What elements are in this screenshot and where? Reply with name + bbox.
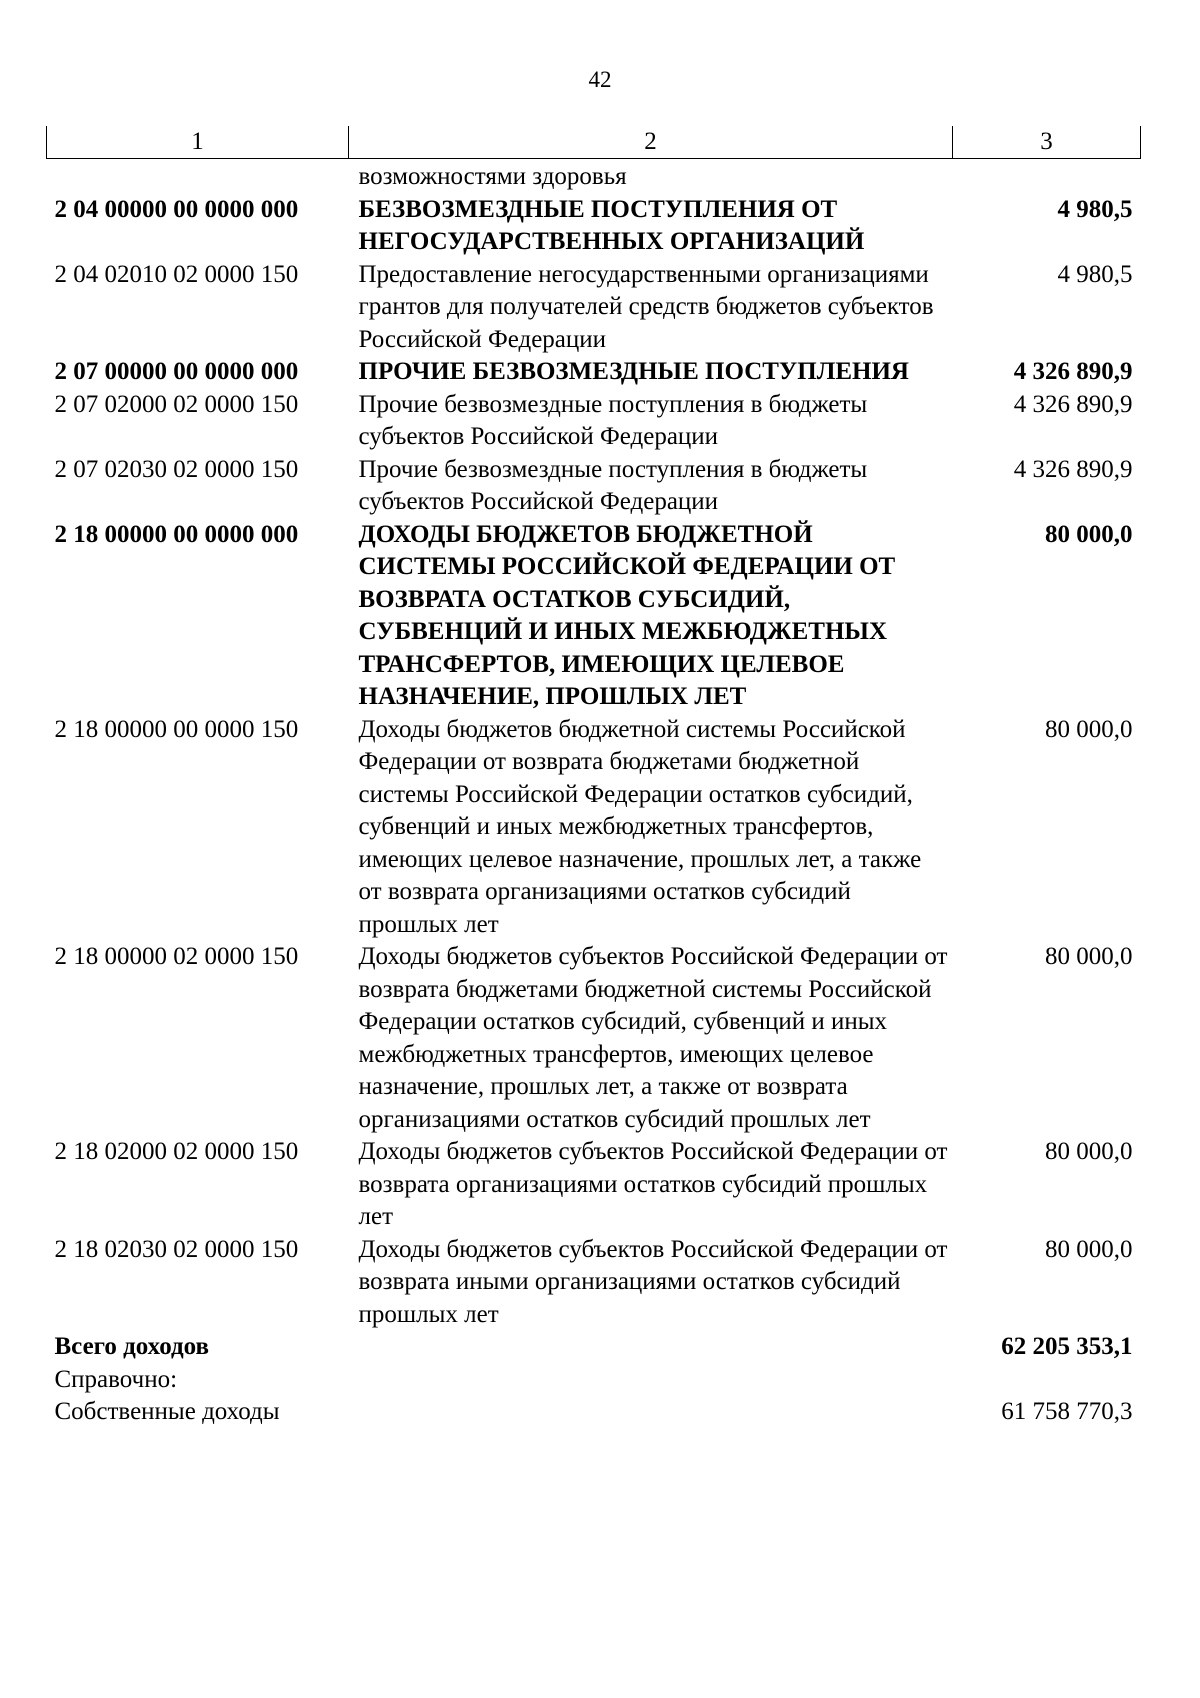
row-name: ПРОЧИЕ БЕЗВОЗМЕЗДНЫЕ ПОСТУПЛЕНИЯ	[358, 358, 909, 385]
row-name	[349, 1396, 953, 1429]
row-amount: 4 326 890,9	[1013, 455, 1133, 483]
row-code: 2 18 00000 00 0000 000	[54, 520, 299, 548]
reference-label: Справочно:	[54, 1365, 178, 1393]
total-row	[47, 1331, 1141, 1364]
row-code: 2 04 00000 00 0000 000	[54, 195, 299, 223]
row-code: 2 07 02030 02 0000 150	[54, 455, 299, 483]
row-name	[349, 1364, 953, 1397]
table-row	[47, 519, 1141, 714]
table-header	[47, 126, 1141, 159]
row-code: 2 18 02000 02 0000 150	[54, 1138, 299, 1165]
row-name	[349, 1331, 953, 1364]
row-amount: 80 000,0	[1045, 715, 1133, 743]
row-amount: 80 000,0	[1045, 520, 1133, 548]
header-row	[47, 126, 1141, 159]
row-code: 2 07 00000 00 0000 000	[54, 358, 299, 385]
row-name: БЕЗВОЗМЕЗДНЫЕ ПОСТУПЛЕНИЯ ОТ НЕГОСУДАРСТВЕННЫХ ОРГАНИЗАЦИЙ	[358, 195, 865, 255]
row-code: 2 18 02030 02 0000 150	[54, 1235, 299, 1263]
row-name: Доходы бюджетов бюджетной системы Российской Федерации от возврата бюджетами бюджетной системы Российской Федерации остатков субсидий, субвенций и иных межбюджетных трансфертов, имеющих целевое назначение, прошлых лет, а также от возврата организациями остатков субсидий прошлых лет	[358, 715, 922, 938]
table-row	[47, 714, 1141, 942]
row-name: ДОХОДЫ БЮДЖЕТОВ БЮДЖЕТНОЙ СИСТЕМЫ РОССИЙСКОЙ ФЕДЕРАЦИИ ОТ ВОЗВРАТА ОСТАТКОВ СУБСИДИЙ, СУБВЕНЦИЙ И ИНЫХ МЕЖБЮДЖЕТНЫХ ТРАНСФЕРТОВ, ИМЕЮЩИХ ЦЕЛЕВОЕ НАЗНАЧЕНИЕ, ПРОШЛЫХ ЛЕТ	[358, 520, 896, 710]
row-amount	[953, 159, 1141, 194]
own-revenue-amount: 61 758 770,3	[1001, 1398, 1133, 1425]
row-name: Предоставление негосударственными организациями грантов для получателей средств бюджетов субъектов Российской Федерации	[358, 260, 934, 353]
revenue-table	[46, 126, 1141, 1429]
column-header-1: 1	[47, 126, 349, 159]
row-amount: 4 980,5	[1057, 195, 1133, 223]
table-row	[47, 159, 1141, 194]
row-name: Прочие безвозмездные поступления в бюджеты субъектов Российской Федерации	[358, 455, 868, 515]
table-row	[47, 356, 1141, 389]
row-amount: 80 000,0	[1045, 943, 1133, 970]
column-header-2: 2	[349, 126, 953, 159]
table-row	[47, 941, 1141, 1136]
row-amount: 4 326 890,9	[1013, 358, 1133, 385]
table-row	[47, 389, 1141, 454]
row-name: Доходы бюджетов субъектов Российской Федерации от возврата иными организациями остатков субсидий прошлых лет	[358, 1235, 948, 1328]
table-row	[47, 194, 1141, 259]
page-number: 42	[588, 67, 612, 92]
row-name: Доходы бюджетов субъектов Российской Федерации от возврата бюджетами бюджетной системы Российской Федерации остатков субсидий, субвенций и иных межбюджетных трансфертов, имеющих целевое назначение, прошлых лет, а также от возврата организациями остатков субсидий прошлых лет	[358, 943, 948, 1133]
row-amount: 4 326 890,9	[1013, 390, 1133, 418]
row-code: 2 07 02000 02 0000 150	[54, 390, 299, 418]
row-code: 2 04 02010 02 0000 150	[54, 260, 299, 288]
row-name: Прочие безвозмездные поступления в бюджеты субъектов Российской Федерации	[358, 390, 868, 450]
table-body	[47, 159, 1141, 1429]
own-revenue-label: Собственные доходы	[54, 1398, 280, 1425]
own-revenue-row	[47, 1396, 1141, 1429]
row-code: 2 18 00000 00 0000 150	[54, 715, 299, 743]
row-amount: 80 000,0	[1045, 1235, 1133, 1263]
row-amount: 4 980,5	[1057, 260, 1133, 288]
table-row	[47, 1234, 1141, 1332]
row-code: 2 18 00000 02 0000 150	[54, 943, 299, 970]
row-amount	[953, 1364, 1141, 1397]
table-row	[47, 259, 1141, 357]
total-amount: 62 205 353,1	[1001, 1333, 1133, 1360]
total-label: Всего доходов	[54, 1333, 210, 1360]
row-code	[47, 159, 349, 194]
row-name: Доходы бюджетов субъектов Российской Федерации от возврата организациями остатков субсидий прошлых лет	[358, 1138, 948, 1230]
table-row	[47, 1136, 1141, 1234]
row-name: возможностями здоровья	[358, 163, 627, 190]
column-header-3: 3	[953, 126, 1141, 159]
reference-row	[47, 1364, 1141, 1397]
row-amount: 80 000,0	[1045, 1138, 1133, 1165]
table-row	[47, 454, 1141, 519]
